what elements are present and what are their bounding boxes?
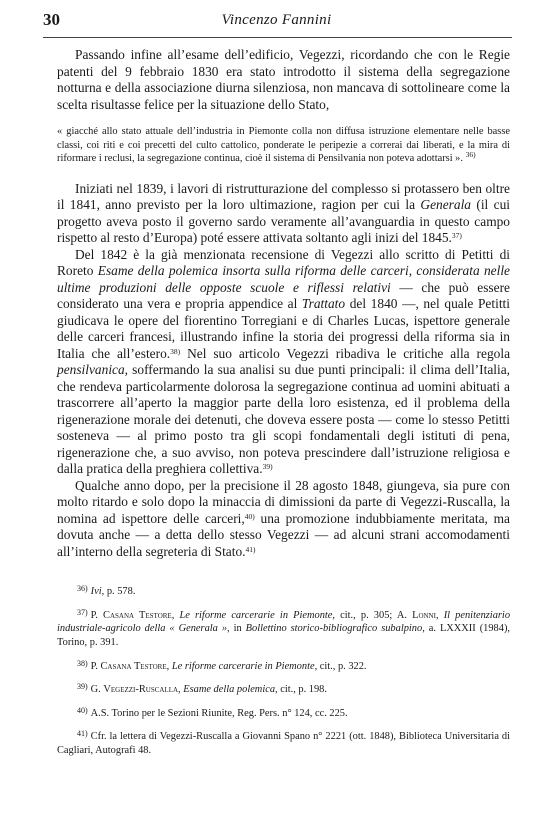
block-quote: « giacché allo stato attuale dell’industria in Piemonte colla non diffusa istruzione elementare nelle basse classi, coi riti e coi precetti del culto cattolico, ponderate le peripezie a correrai dai liberati, e la mira di riformare i reclusi, la segregazione continua, cioè il sistema di Pensilvania non poteva adottarsi ». $^{36)}$	[57, 126, 510, 165]
paragraph-3: Del 1842 è la già menzionata recensione di Vegezzi allo scritto di Petitti di Roreto Esame della polemica insorta sulla riforma delle carceri, considerata nelle ultime produzioni delle opposte scuole e riflessi relativi — che può essere considerato una vera e propria appendice al Trattato del 1840 —, nel quale Petitti giudicava le opere del fiorentino Torregiani e di Charles Lucas, ispettore generale delle carceri francesi, illustrando infine la storia dei progressi della riforma sia in Italia che all’estero.$^{38)}$ Nel suo articolo Vegezzi ribadiva le critiche alla regola pensilvanica, soffermando la sua analisi su due punti principali: il clima dell’Italia, che rendeva particolarmente dolorosa la segregazione continua ad uomini abituati a trascorrere all’aperto la maggior parte della loro esistenza, ed il problema della rigenerazione morale dei detenuti, che doveva essere posta — come lo stesso Petitti sosteneva — al primo posto tra gli scopi fondamentali degli istituti di pena, rigenerazione che, a suo avviso, non poteva prescindere dall’istruzione religiosa e dalla pratica della preghiera collettiva.$^{39)}$	[57, 246, 511, 477]
footnote-37: $^{37)}$ P. Casana Testore, Le riforme carcerarie in Piemonte, cit., p. 305; A. Lonni, Il penitenziario industriale-agricolo della « Generala », in Bollettino storico-bibliografico subalpino, a. LXXXII (1984), Torino, p. 391.	[57, 607, 511, 649]
footnote-ref-36: 36)	[465, 150, 476, 160]
footnote-ref-40: 40)	[244, 511, 255, 521]
running-title: Vincenzo Fannini	[221, 12, 332, 28]
footnote-40: $^{40)}$ A.S. Torino per le Sezioni Riunite, Reg. Pers. n° 124, cc. 225.	[77, 705, 348, 719]
footnote-ref-39: 39)	[262, 462, 273, 472]
header-rule	[43, 37, 512, 38]
paragraph-4: Qualche anno dopo, per la precisione il 28 agosto 1848, giungeva, sia pure con molto ritardo e solo dopo la minaccia di dimissioni da parte di Vegezzi-Ruscalla, la nomina ad ispettore delle carceri,$^{40)}$ una promozione indubbiamente meritata, ma dovuta anche — a detta dello stesso Vegezzi — ad alcuni strani accomodamenti all’interno della segreteria di Stato.$^{41)}$	[57, 477, 510, 559]
footnote-ref-38: 38)	[170, 346, 181, 356]
footnote-36: $^{36)}$ Ivi, p. 578.	[77, 584, 136, 598]
footnote-38: $^{38)}$ P. Casana Testore, Le riforme carcerarie in Piemonte, cit., p. 322.	[77, 658, 367, 672]
footnote-ref-37: 37)	[451, 231, 462, 241]
page-header	[43, 10, 510, 36]
paragraph-1: Passando infine all’esame dell’edificio, Vegezzi, ricordando che con le Regie patenti del 9 febbraio 1830 era stato introdotto il sistema della segregazione notturna e della associazione diurna silenziosa, non mancava di sottolineare come la scelta risultasse felice per la situazione dello Stato,	[57, 47, 510, 112]
page-body	[57, 47, 510, 765]
paragraph-2: Iniziati nel 1839, i lavori di ristrutturazione del complesso si protassero ben oltre il 1841, anno previsto per la loro ultimazione, ragion per cui la Generala (il cui progetto aveva posto il governo sardo veramente all’avanguardia in questo campo rispetto al resto d’Europa) poté essere attivata soltanto agli inizi del 1845.$^{37)}$	[57, 180, 510, 246]
footnote-39: $^{39)}$ G. Vegezzi-Ruscalla, Esame della polemica, cit., p. 198.	[77, 682, 327, 696]
page-number: 30	[43, 10, 60, 29]
footnote-ref-41: 41)	[245, 544, 256, 554]
footnote-41: $^{41)}$ Cfr. la lettera di Vegezzi-Ruscalla a Giovanni Spano n° 2221 (ott. 1848), Biblioteca Universitaria di Cagliari, Autografi 48.	[57, 729, 510, 757]
footnotes	[57, 582, 510, 757]
